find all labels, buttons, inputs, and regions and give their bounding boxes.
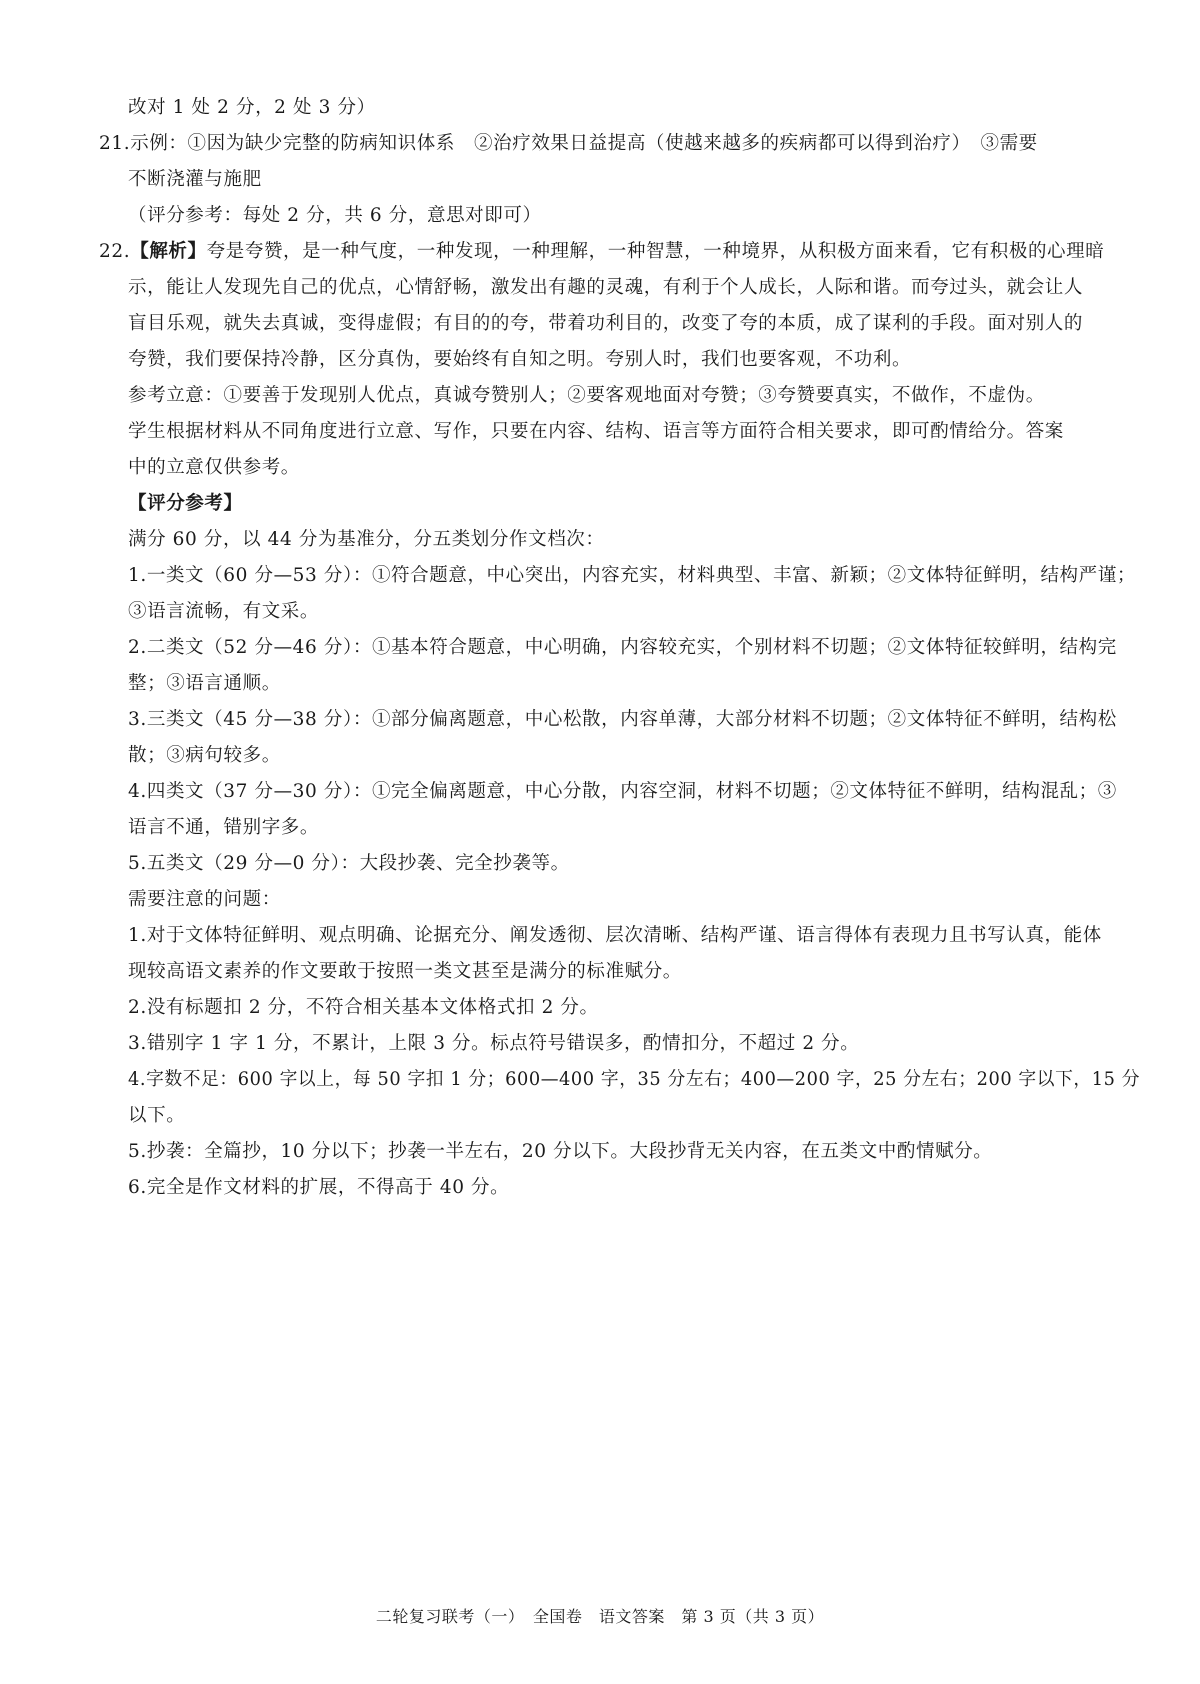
reference-theme: 参考立意：①要善于发现别人优点，真诚夸赞别人；②要客观地面对夸赞；③夸赞要真实，不做作，不虚伪。 xyxy=(128,385,1045,406)
text-line: ③语言流畅，有文采。 xyxy=(128,601,320,622)
note-2: 2.没有标题扣 2 分，不符合相关基本文体格式扣 2 分。 xyxy=(128,997,599,1018)
notes-heading: 需要注意的问题： xyxy=(128,889,281,910)
note-4: 4.字数不足：600 字以上，每 50 字扣 1 分；600—400 字，35 分左右；400—200 字，25 分左右；200 字以下，15 分 xyxy=(128,1069,1141,1090)
text-line: 盲目乐观，就失去真诚，变得虚假；有目的的夸，带着功利目的，改变了夸的本质，成了谋利的手段。面对别人的 xyxy=(128,313,1084,334)
text-line: 语言不通，错别字多。 xyxy=(128,817,320,838)
text-line: 夸赞，我们要保持冷静，区分真伪，要始终有自知之明。夸别人时，我们也要客观，不功利。 xyxy=(128,349,912,370)
grade-5: 5.五类文（29 分—0 分）：大段抄袭、完全抄袭等。 xyxy=(128,853,570,874)
text-line: 中的立意仅供参考。 xyxy=(128,457,300,478)
note-5: 5.抄袭：全篇抄，10 分以下；抄袭一半左右，20 分以下。大段抄背无关内容，在五类文中酌情赋分。 xyxy=(128,1141,993,1162)
text-line: 示，能让人发现先自己的优点，心情舒畅，激发出有趣的灵魂，有利于个人成长，人际和谐。而夸过头，就会让人 xyxy=(128,277,1084,298)
question-22-line xyxy=(0,234,1200,270)
text-line: 现较高语文素养的作文要敢于按照一类文甚至是满分的标准赋分。 xyxy=(128,961,682,982)
text-line: 改对 1 处 2 分，2 处 3 分） xyxy=(128,97,376,118)
text-line: 不断浇灌与施肥 xyxy=(128,169,262,190)
page-footer: 二轮复习联考（一） 全国卷 语文答案 第 3 页（共 3 页） xyxy=(375,1607,825,1626)
grade-2: 2.二类文（52 分—46 分）：①基本符合题意，中心明确，内容较充实，个别材料不切题；②文体特征较鲜明，结构完 xyxy=(128,637,1117,658)
grade-1: 1.一类文（60 分—53 分）：①符合题意，中心突出，内容充实，材料典型、丰富、新颖；②文体特征鲜明，结构严谨； xyxy=(128,565,1136,586)
note-3: 3.错别字 1 字 1 分，不累计，上限 3 分。标点符号错误多，酌情扣分，不超过 2 分。 xyxy=(128,1033,860,1054)
scoring-note: （评分参考：每处 2 分，共 6 分，意思对即可） xyxy=(128,205,542,226)
text-line: 学生根据材料从不同角度进行立意、写作，只要在内容、结构、语言等方面符合相关要求，即可酌情给分。答案 xyxy=(128,421,1064,442)
text-line: 以下。 xyxy=(128,1105,186,1126)
question-21-line: 21.示例：①因为缺少完整的防病知识体系 ②治疗效果日益提高（使越来越多的疾病都可以得到治疗） ③需要 xyxy=(99,133,1038,154)
analysis-text: 夸是夸赞，是一种气度，一种发现，一种理解，一种智慧，一种境界，从积极方面来看，它有积极的心理暗 xyxy=(206,241,1105,262)
scoring-heading: 【评分参考】 xyxy=(128,493,243,514)
analysis-label: 【解析】 xyxy=(130,241,207,262)
text-line: 散；③病句较多。 xyxy=(128,745,281,766)
text-line: 整；③语言通顺。 xyxy=(128,673,281,694)
page-content xyxy=(0,90,1200,1206)
note-1: 1.对于文体特征鲜明、观点明确、论据充分、阐发透彻、层次清晰、结构严谨、语言得体有表现力且书写认真，能体 xyxy=(128,925,1102,946)
grade-3: 3.三类文（45 分—38 分）：①部分偏离题意，中心松散，内容单薄，大部分材料不切题；②文体特征不鲜明，结构松 xyxy=(128,709,1117,730)
grade-4: 4.四类文（37 分—30 分）：①完全偏离题意，中心分散，内容空洞，材料不切题；②文体特征不鲜明，结构混乱；③ xyxy=(128,781,1117,802)
text-line: 满分 60 分，以 44 分为基准分，分五类划分作文档次： xyxy=(128,529,605,550)
question-number: 22. xyxy=(99,241,131,262)
note-6: 6.完全是作文材料的扩展，不得高于 40 分。 xyxy=(128,1177,510,1198)
